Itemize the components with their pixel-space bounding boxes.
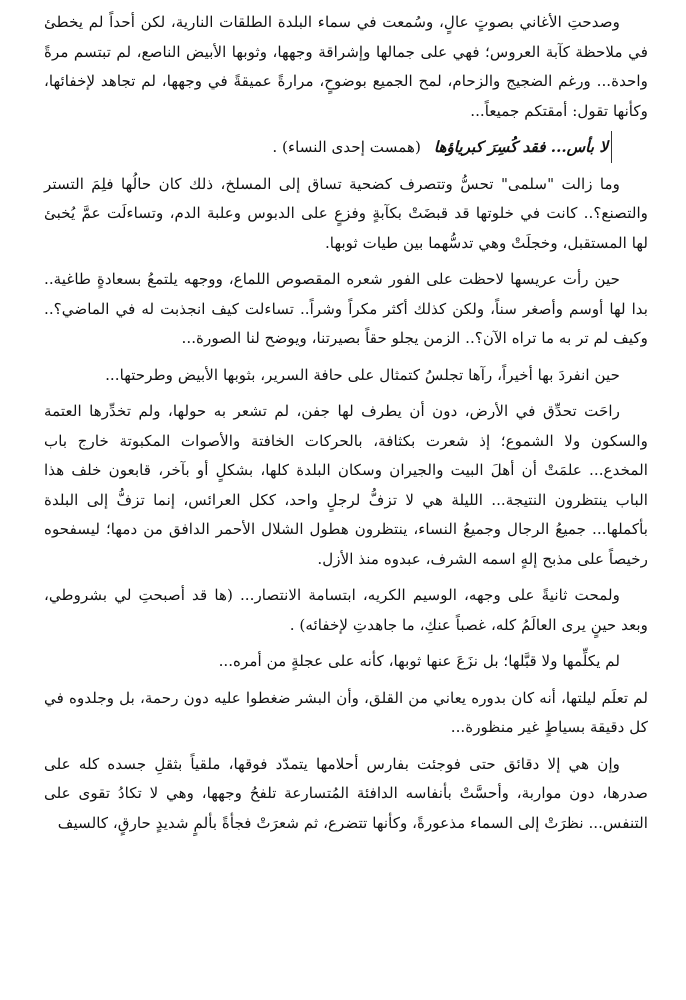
paragraph-8: لم يكلِّمها ولا قبَّلها؛ بل نزَعَ عنها ثوبها، كأنه على عجلةٍ من أمره... xyxy=(218,652,620,670)
paragraph-4: حين رأت عريسها لاحظت على الفور شعره المقصوص اللماع، ووجهه يلتمعُ بسعادةٍ طاغية.. بدا لها أوسم وأصغر سناً، ولكن كذلك أكثر مكراً وشراً.. تساءلت كيف انجذبت له في الماضي؟.. وكيف لم تر به ما تراه الآن؟.. الزمن يجلو حقاً بصيرتنا، ويوضح لنا الصورة... xyxy=(44,270,648,347)
paragraph-7: ولمحت ثانيةً على وجهه، الوسيم الكريه، ابتسامة الانتصار... (ها قد أصبحتِ لي بشروطي، وبعد حينٍ يرى العالَمُ كله، غصباً عنكِ، ما جاهدتِ لإخفائه) . xyxy=(44,586,648,634)
document-page xyxy=(44,8,648,845)
quote-block xyxy=(44,133,648,163)
quote-aside-text: (همست إحدى النساء) . xyxy=(272,138,421,156)
paragraph-5: حين انفردَ بها أخيراً، رآها تجلسُ كتمثال على حافة السرير، بثوبها الأبيض وطرحتها... xyxy=(105,365,620,384)
paragraph-9: لم تعلَم ليلتها، أنه كان بدوره يعاني من القلق، وأن البشر ضغطوا عليه دون رحمة، بل وجلدوه في كل دقيقة بسياطٍ غير منظورة... xyxy=(44,688,648,736)
paragraph-3: وما زالت "سلمى" تحسُّ وتتصرف كضحية تساق إلى المسلخ، ذلك كان حالُها فلِمَ التستر والتصنع؟.. كانت في خلوتها قد قبضَتْ بكآبةٍ وفزعٍ على الدبوس وعلبة الدم، وتساءلَت عمَّ يُخبئ لها المستقبل، وخجلَتْ وهي تدسُّهما بين طيات ثوبها. xyxy=(44,174,648,252)
quote-bar xyxy=(611,131,612,163)
paragraph-10: وإن هي إلا دقائق حتى فوجئت بفارس أحلامها يتمدّد فوقها، ملقياً بثقلِ جسده كله على صدرها، دون مواربة، وأحسَّتْ بأنفاسه الدافئة المُتسارعة تلفحُ وجهها، وهي لا تكادُ تقوى على التنفس... نظرَتْ إلى السماء مذعورةً، وكأنها تتضرع، ثم شعرَتْ فجأةً بألمٍ شديدٍ حارقٍ، كالسيف xyxy=(44,754,648,832)
paragraph-6: راحَت تحدِّق في الأرض، دون أن يطرف لها جفن، لم تشعر به حولها، ولم تخدِّرها العتمة والسكون ولا الشموع؛ إذ شعرت بكثافة، بالحركات الخافتة والأصوات المكبوتة خارج باب المخدع... علمَتْ أن أهلَ البيت والجيران وسكان البلدة كلها، بشكلٍ أو بآخر، قابعون خلف هذا الباب ينتظرون النتيجة... الليلة هي لا تزفُّ لرجلٍ واحد، ككل العرائس، إنما تزفُّ إلى البلدة بأكملها... جميعُ الرجال وجميعُ النساء، ينتظرون هطول الشلال الأحمر الدافق من دمها؛ ليسفحوه رخيصاً على مذبح إلهٍ اسمه الشرف، عبدوه منذ الأزل. xyxy=(44,402,648,568)
quote-bold-text: لا بأس... فقد كُسِرَ كبرياؤها xyxy=(433,138,608,156)
paragraph-1: وصدحتِ الأغاني بصوتٍ عالٍ، وسُمعت في سماء البلدة الطلقات النارية، لكن أحداً لم يخطئ في ملاحظة كآبة العروس؛ فهي على جمالها وإشراقة وجهها، وثوبها الأبيض الناصع، لم تبتسم مرةً واحدة... ورغم الضجيج والزحام، لمح الجميع بوضوحٍ، مرارةً عميقةً في وجهها، لم تجاهد لإخفائها، وكأنها تقول: أمقتكم جميعاً... xyxy=(44,13,648,120)
